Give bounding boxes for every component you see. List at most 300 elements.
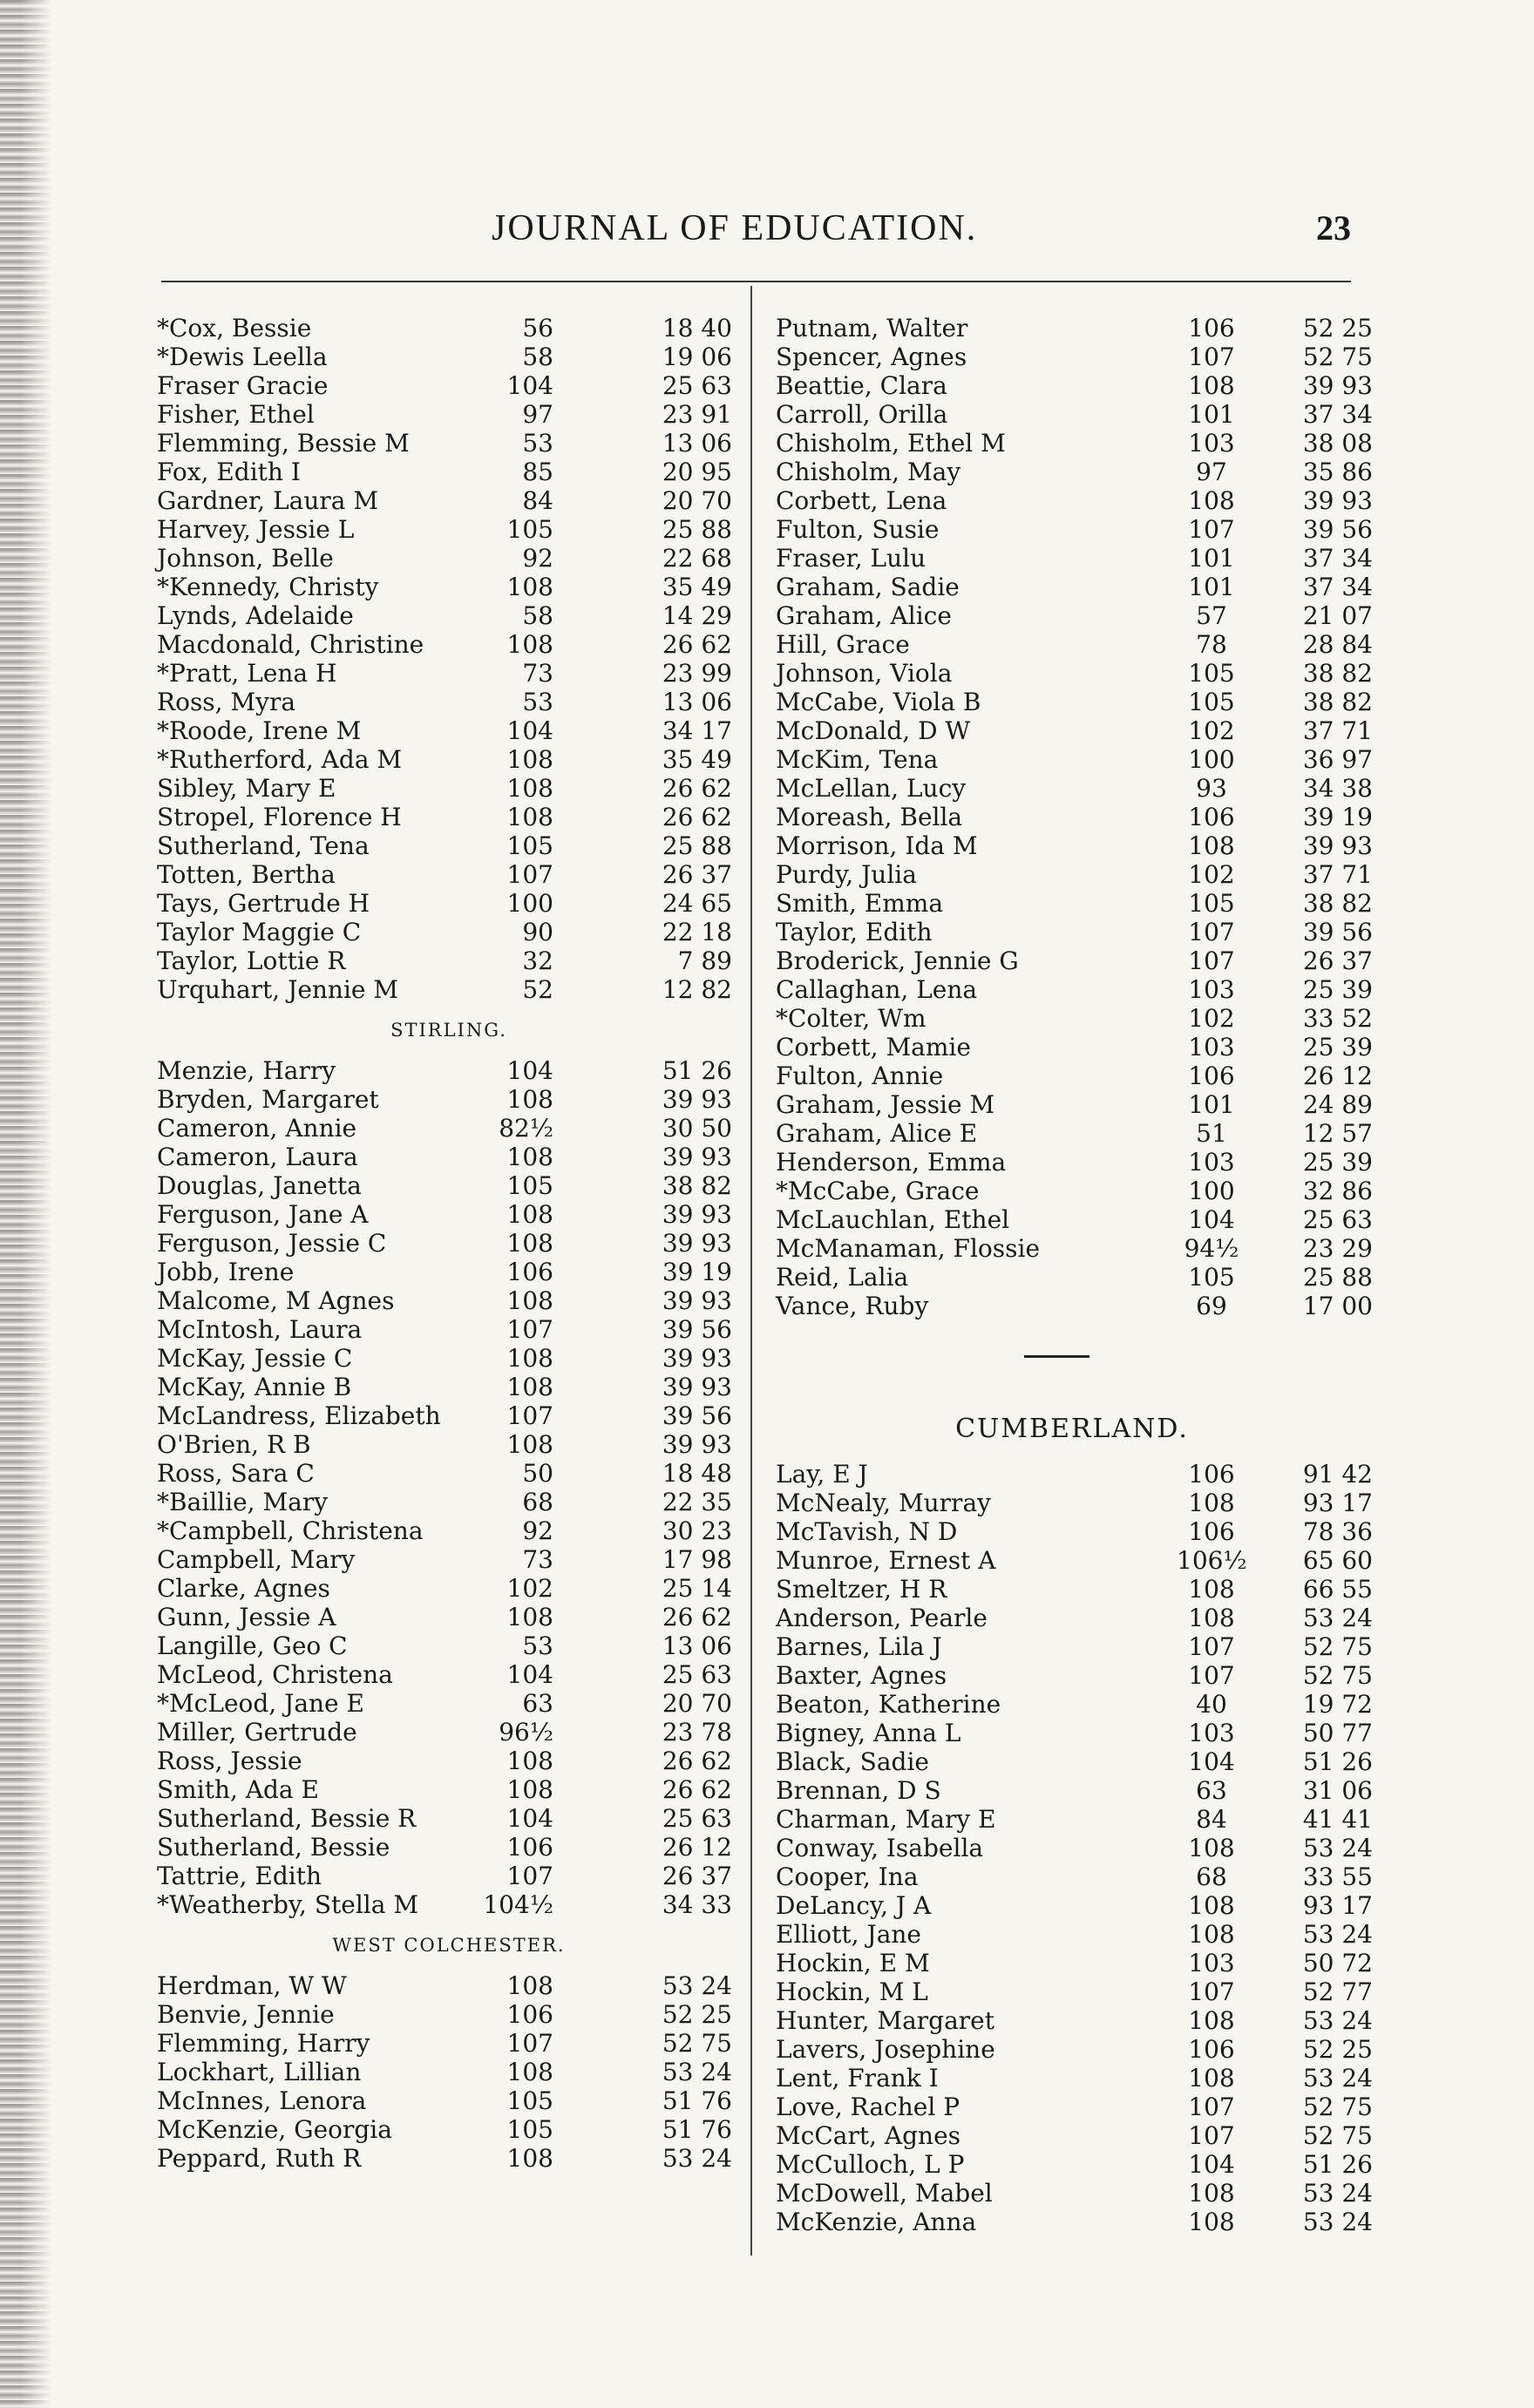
entry-value-a: 104: [1188, 2150, 1235, 2179]
entry-value-b: 52 75: [1302, 343, 1373, 371]
list-row: [157, 1603, 741, 1631]
entry-value-a: 106: [1188, 803, 1235, 831]
list-row: [157, 314, 741, 343]
entry-value-b: 37 34: [1302, 573, 1373, 601]
entry-name: Hockin, E M: [776, 1949, 930, 1977]
list-row: [157, 601, 741, 630]
list-row: [776, 1891, 1373, 1920]
list-row: [776, 2093, 1373, 2121]
entry-value-b: 51 26: [662, 1056, 732, 1085]
entry-name: Johnson, Belle: [157, 544, 334, 573]
entry-value-a: 106: [1188, 2035, 1235, 2064]
entry-name: Campbell, Mary: [157, 1545, 356, 1574]
entry-value-b: 39 93: [662, 1373, 732, 1401]
list-row: [776, 1920, 1373, 1949]
list-row: [157, 860, 741, 889]
entry-value-b: 13 06: [662, 688, 732, 716]
list-row: [776, 486, 1373, 515]
entry-value-a: 104: [506, 1660, 553, 1689]
entry-value-b: 39 93: [662, 1200, 732, 1229]
entry-value-b: 52 75: [1302, 1632, 1373, 1661]
list-row: [776, 1604, 1373, 1632]
entry-value-b: 51 76: [662, 2115, 732, 2144]
entry-value-a: 108: [1188, 1920, 1235, 1949]
list-row: [776, 2179, 1373, 2208]
entry-value-a: 106: [1188, 1062, 1235, 1090]
list-row: [776, 1234, 1373, 1263]
entry-name: *McLeod, Jane E: [157, 1689, 364, 1718]
entry-value-a: 52: [522, 975, 553, 1004]
entry-value-b: 53 24: [662, 1971, 732, 2000]
list-row: [157, 1286, 741, 1315]
entry-value-a: 69: [1196, 1292, 1227, 1320]
entry-value-b: 37 34: [1302, 400, 1373, 429]
entry-value-a: 32: [522, 946, 553, 975]
entry-value-b: 52 75: [662, 2029, 732, 2058]
entry-value-b: 23 91: [662, 400, 732, 429]
entry-name: Lavers, Josephine: [776, 2035, 995, 2064]
entry-value-a: 108: [1188, 831, 1235, 860]
entry-value-b: 17 98: [662, 1545, 732, 1574]
entry-value-b: 52 25: [1302, 314, 1373, 343]
entry-value-a: 108: [1188, 2208, 1235, 2236]
entry-value-a: 108: [506, 2058, 553, 2086]
list-row: [157, 1315, 741, 1344]
entry-name: Sutherland, Bessie R: [157, 1804, 417, 1833]
entry-name: Fox, Edith I: [157, 458, 301, 486]
entry-name: Conway, Isabella: [776, 1834, 984, 1862]
list-row: [776, 1292, 1373, 1320]
entry-value-a: 100: [1188, 1177, 1235, 1205]
entry-name: Beattie, Clara: [776, 371, 947, 400]
entry-value-a: 108: [1188, 2064, 1235, 2093]
entry-value-a: 97: [522, 400, 553, 429]
entry-value-a: 108: [506, 573, 553, 601]
entry-value-b: 31 06: [1302, 1776, 1373, 1805]
entry-value-b: 14 29: [662, 601, 732, 630]
entry-name: Benvie, Jennie: [157, 2000, 335, 2029]
list-row: [776, 774, 1373, 803]
entry-value-b: 25 63: [662, 1660, 732, 1689]
entry-value-b: 23 78: [662, 1718, 732, 1747]
entry-value-a: 73: [522, 659, 553, 688]
entry-value-a: 108: [506, 1775, 553, 1804]
entry-value-a: 108: [506, 1200, 553, 1229]
entry-value-a: 107: [506, 2029, 553, 2058]
list-row: [776, 544, 1373, 573]
entry-name: Cameron, Laura: [157, 1143, 358, 1171]
left-column: [157, 314, 741, 2173]
entry-value-b: 24 65: [662, 889, 732, 918]
section-heading-stirling: STIRLING.: [390, 1020, 507, 1041]
list-row: [157, 1862, 741, 1890]
entry-value-a: 105: [1188, 889, 1235, 918]
list-row: [157, 429, 741, 458]
list-row: [157, 1056, 741, 1085]
entry-value-b: 25 39: [1302, 975, 1373, 1004]
entry-value-a: 108: [506, 1430, 553, 1459]
entry-name: Cooper, Ina: [776, 1862, 919, 1891]
list-row: [157, 515, 741, 544]
entry-value-b: 36 97: [1302, 745, 1373, 774]
entry-name: Herdman, W W: [157, 1971, 347, 2000]
entry-value-a: 105: [506, 2115, 553, 2144]
list-row: [776, 1004, 1373, 1033]
entry-name: Stropel, Florence H: [157, 803, 402, 831]
entry-value-b: 20 70: [662, 1689, 732, 1718]
entry-name: Tattrie, Edith: [157, 1862, 322, 1890]
list-row: [157, 1660, 741, 1689]
list-row: [157, 2000, 741, 2029]
entry-name: McKim, Tena: [776, 745, 939, 774]
list-row: [776, 1119, 1373, 1148]
entry-value-a: 102: [1188, 860, 1235, 889]
column-divider: [750, 286, 752, 2255]
entry-value-a: 50: [522, 1459, 553, 1488]
list-row: [776, 1148, 1373, 1177]
list-row: [776, 716, 1373, 745]
list-row: [157, 745, 741, 774]
entry-name: Black, Sadie: [776, 1747, 929, 1776]
entry-value-a: 108: [506, 1286, 553, 1315]
list-row: [776, 745, 1373, 774]
entry-value-a: 107: [1188, 1632, 1235, 1661]
entry-name: Putnam, Walter: [776, 314, 968, 343]
entry-value-b: 39 93: [662, 1085, 732, 1114]
entry-value-a: 104: [1188, 1205, 1235, 1234]
entry-value-a: 107: [506, 860, 553, 889]
list-row: [157, 1171, 741, 1200]
entry-name: Peppard, Ruth R: [157, 2144, 362, 2173]
list-row: [157, 716, 741, 745]
list-row: [157, 2029, 741, 2058]
entry-value-b: 13 06: [662, 429, 732, 458]
entry-value-a: 56: [522, 314, 553, 343]
entry-name: *Weatherby, Stella M: [157, 1890, 419, 1919]
entry-value-b: 26 62: [662, 774, 732, 803]
entry-value-a: 106: [506, 1833, 553, 1862]
entry-value-b: 53 24: [1302, 2208, 1373, 2236]
entry-value-a: 108: [506, 1143, 553, 1171]
list-row: [157, 1747, 741, 1775]
list-row: [776, 659, 1373, 688]
stirling-list: [157, 1056, 741, 1919]
entry-name: Graham, Jessie M: [776, 1090, 995, 1119]
list-row: [157, 1373, 741, 1401]
section-separator: [776, 1320, 1368, 1399]
entry-value-b: 26 12: [662, 1833, 732, 1862]
entry-value-b: 53 24: [1302, 2179, 1373, 2208]
entry-value-a: 108: [506, 2144, 553, 2173]
entry-value-b: 25 88: [662, 831, 732, 860]
list-row: [157, 1258, 741, 1286]
entry-value-b: 53 24: [662, 2144, 732, 2173]
list-row: [157, 659, 741, 688]
entry-name: *Cox, Bessie: [157, 314, 312, 343]
list-row: [776, 314, 1373, 343]
entry-value-b: 38 82: [1302, 659, 1373, 688]
entry-value-b: 37 71: [1302, 716, 1373, 745]
entry-value-a: 40: [1196, 1690, 1227, 1719]
entry-value-b: 38 82: [1302, 889, 1373, 918]
entry-value-a: 103: [1188, 975, 1235, 1004]
list-row: [157, 1229, 741, 1258]
entry-value-a: 104: [506, 1056, 553, 1085]
entry-name: Vance, Ruby: [776, 1292, 929, 1320]
list-row: [776, 1747, 1373, 1776]
list-row: [776, 946, 1373, 975]
section-heading-west-colchester: WEST COLCHESTER.: [332, 1935, 566, 1956]
entry-value-b: 38 82: [1302, 688, 1373, 716]
entry-name: Hunter, Margaret: [776, 2006, 994, 2035]
entry-value-a: 103: [1188, 1719, 1235, 1747]
entry-value-b: 39 93: [662, 1229, 732, 1258]
entry-value-b: 39 56: [1302, 515, 1373, 544]
list-row: [157, 1488, 741, 1516]
entry-value-b: 51 26: [1302, 1747, 1373, 1776]
list-row: [776, 1632, 1373, 1661]
entry-value-a: 82½: [499, 1114, 553, 1143]
entry-value-b: 26 62: [662, 1603, 732, 1631]
list-row: [776, 400, 1373, 429]
entry-value-b: 53 24: [1302, 2006, 1373, 2035]
entry-value-a: 106: [1188, 1460, 1235, 1489]
entry-name: McCart, Agnes: [776, 2121, 961, 2150]
list-row: [157, 630, 741, 659]
list-row: [776, 630, 1373, 659]
entry-value-a: 108: [1188, 1891, 1235, 1920]
entry-value-a: 51: [1196, 1119, 1227, 1148]
list-row: [776, 1862, 1373, 1891]
journal-title: JOURNAL OF EDUCATION.: [492, 208, 978, 248]
entry-value-a: 107: [506, 1315, 553, 1344]
entry-value-b: 52 75: [1302, 2121, 1373, 2150]
entry-name: Lay, E J: [776, 1460, 868, 1489]
list-row: [776, 1805, 1373, 1834]
west-colchester-list: [157, 1971, 741, 2173]
entry-value-a: 105: [1188, 688, 1235, 716]
entry-name: Broderick, Jennie G: [776, 946, 1019, 975]
entry-name: Taylor Maggie C: [157, 918, 362, 946]
entry-value-b: 25 39: [1302, 1033, 1373, 1062]
list-row: [157, 1344, 741, 1373]
entry-value-b: 12 57: [1302, 1119, 1373, 1148]
entry-value-b: 26 62: [662, 1775, 732, 1804]
entry-value-b: 26 37: [662, 860, 732, 889]
header-rule: [161, 281, 1351, 282]
list-row: [157, 400, 741, 429]
entry-value-b: 39 93: [662, 1430, 732, 1459]
list-row: [157, 1200, 741, 1229]
entry-name: Charman, Mary E: [776, 1805, 996, 1834]
entry-name: Langille, Geo C: [157, 1631, 348, 1660]
entry-value-a: 108: [506, 1603, 553, 1631]
entry-name: McIntosh, Laura: [157, 1315, 363, 1344]
right-column: [776, 314, 1373, 2236]
list-row: [776, 831, 1373, 860]
entry-value-a: 106: [506, 1258, 553, 1286]
entry-name: Love, Rachel P: [776, 2093, 960, 2121]
entry-name: DeLancy, J A: [776, 1891, 932, 1920]
entry-value-b: 34 17: [662, 716, 732, 745]
entry-value-b: 34 38: [1302, 774, 1373, 803]
entry-value-a: 108: [1188, 2179, 1235, 2208]
entry-value-a: 58: [522, 601, 553, 630]
list-row: [776, 1949, 1373, 1977]
entry-name: Carroll, Orilla: [776, 400, 948, 429]
entry-name: Spencer, Agnes: [776, 343, 967, 371]
list-row: [776, 601, 1373, 630]
entry-name: Sutherland, Tena: [157, 831, 370, 860]
list-row: [776, 1062, 1373, 1090]
entry-value-a: 63: [522, 1689, 553, 1718]
entry-value-b: 22 68: [662, 544, 732, 573]
entry-name: Flemming, Harry: [157, 2029, 370, 2058]
entry-value-b: 39 93: [662, 1344, 732, 1373]
list-row: [157, 889, 741, 918]
entry-value-b: 52 75: [1302, 2093, 1373, 2121]
entry-name: Harvey, Jessie L: [157, 515, 355, 544]
entry-value-b: 25 88: [662, 515, 732, 544]
entry-value-b: 26 62: [662, 803, 732, 831]
entry-value-b: 30 23: [662, 1516, 732, 1545]
entry-value-b: 39 93: [1302, 831, 1373, 860]
list-row: [157, 2115, 741, 2144]
entry-value-a: 107: [1188, 946, 1235, 975]
list-row: [157, 458, 741, 486]
entry-value-a: 84: [1196, 1805, 1227, 1834]
entry-value-a: 53: [522, 688, 553, 716]
entry-name: Clarke, Agnes: [157, 1574, 330, 1603]
entry-value-a: 108: [506, 1229, 553, 1258]
list-row: [157, 2144, 741, 2173]
entry-value-b: 33 55: [1302, 1862, 1373, 1891]
list-row: [157, 1833, 741, 1862]
entry-value-b: 39 56: [1302, 918, 1373, 946]
entry-name: Ross, Jessie: [157, 1747, 302, 1775]
entry-value-a: 102: [506, 1574, 553, 1603]
entry-name: *Rutherford, Ada M: [157, 745, 403, 774]
entry-name: Douglas, Janetta: [157, 1171, 362, 1200]
entry-value-b: 65 60: [1302, 1546, 1373, 1575]
entry-value-b: 21 07: [1302, 601, 1373, 630]
list-row: [776, 889, 1373, 918]
list-row: [776, 2208, 1373, 2236]
entry-value-a: 103: [1188, 1033, 1235, 1062]
list-row: [157, 1574, 741, 1603]
entry-name: McDowell, Mabel: [776, 2179, 993, 2208]
entry-value-a: 106: [1188, 314, 1235, 343]
entry-value-a: 101: [1188, 1090, 1235, 1119]
entry-name: Reid, Lalia: [776, 1263, 909, 1292]
entry-value-a: 53: [522, 1631, 553, 1660]
list-row: [157, 2086, 741, 2115]
entry-value-a: 90: [522, 918, 553, 946]
entry-value-a: 108: [506, 745, 553, 774]
entry-name: Chisholm, Ethel M: [776, 429, 1006, 458]
entry-value-a: 108: [506, 1085, 553, 1114]
entry-name: McInnes, Lenora: [157, 2086, 367, 2115]
list-row: [157, 1545, 741, 1574]
entry-value-b: 38 82: [662, 1171, 732, 1200]
entry-value-b: 38 08: [1302, 429, 1373, 458]
entry-name: Taylor, Edith: [776, 918, 933, 946]
list-row: [776, 1661, 1373, 1690]
section-heading-cumberland: CUMBERLAND.: [955, 1414, 1189, 1444]
entry-value-a: 108: [506, 630, 553, 659]
entry-value-b: 35 49: [662, 573, 732, 601]
entry-value-a: 108: [1188, 371, 1235, 400]
entry-value-a: 58: [522, 343, 553, 371]
entry-name: Corbett, Lena: [776, 486, 947, 515]
entry-name: Graham, Sadie: [776, 573, 960, 601]
entry-name: Miller, Gertrude: [157, 1718, 357, 1747]
list-row: [776, 1177, 1373, 1205]
entry-name: McKay, Annie B: [157, 1373, 352, 1401]
entry-name: Smith, Emma: [776, 889, 944, 918]
list-row: [776, 918, 1373, 946]
entry-value-b: 18 48: [662, 1459, 732, 1488]
entry-value-a: 97: [1196, 458, 1227, 486]
entry-name: Anderson, Pearle: [776, 1604, 988, 1632]
entry-value-b: 39 19: [1302, 803, 1373, 831]
list-row: [157, 1401, 741, 1430]
list-row: [776, 515, 1373, 544]
entry-value-b: 39 56: [662, 1401, 732, 1430]
entry-value-b: 39 93: [1302, 371, 1373, 400]
entry-value-b: 39 19: [662, 1258, 732, 1286]
entry-name: Lent, Frank I: [776, 2064, 939, 2093]
list-row: [157, 1143, 741, 1171]
entry-value-a: 108: [1188, 1489, 1235, 1517]
entry-name: Hill, Grace: [776, 630, 910, 659]
entry-name: Graham, Alice E: [776, 1119, 978, 1148]
entry-name: Gunn, Jessie A: [157, 1603, 336, 1631]
entry-value-b: 26 62: [662, 1747, 732, 1775]
list-row: [776, 343, 1373, 371]
entry-name: Fulton, Susie: [776, 515, 940, 544]
entry-name: Smith, Ada E: [157, 1775, 319, 1804]
entry-name: Sutherland, Bessie: [157, 1833, 390, 1862]
entry-value-b: 12 82: [662, 975, 732, 1004]
entry-value-a: 103: [1188, 1148, 1235, 1177]
list-row: [157, 1775, 741, 1804]
entry-value-a: 103: [1188, 429, 1235, 458]
entry-value-a: 108: [1188, 2006, 1235, 2035]
entry-name: *Dewis Leella: [157, 343, 328, 371]
list-row: [776, 1090, 1373, 1119]
entry-name: McKenzie, Georgia: [157, 2115, 392, 2144]
entry-value-a: 105: [506, 2086, 553, 2115]
entry-value-a: 68: [522, 1488, 553, 1516]
entry-name: McCulloch, L P: [776, 2150, 965, 2179]
entry-value-b: 23 99: [662, 659, 732, 688]
entry-value-b: 39 93: [1302, 486, 1373, 515]
entry-name: *Colter, Wm: [776, 1004, 927, 1033]
entry-name: Beaton, Katherine: [776, 1690, 1001, 1719]
entry-name: Cameron, Annie: [157, 1114, 357, 1143]
entry-value-a: 102: [1188, 1004, 1235, 1033]
entry-value-a: 106: [506, 2000, 553, 2029]
list-row: [157, 918, 741, 946]
entry-value-b: 53 24: [1302, 1920, 1373, 1949]
entry-value-b: 33 52: [1302, 1004, 1373, 1033]
list-row: [157, 486, 741, 515]
entry-value-b: 50 77: [1302, 1719, 1373, 1747]
entry-value-a: 107: [1188, 343, 1235, 371]
entry-value-a: 63: [1196, 1776, 1227, 1805]
list-row: [776, 2035, 1373, 2064]
